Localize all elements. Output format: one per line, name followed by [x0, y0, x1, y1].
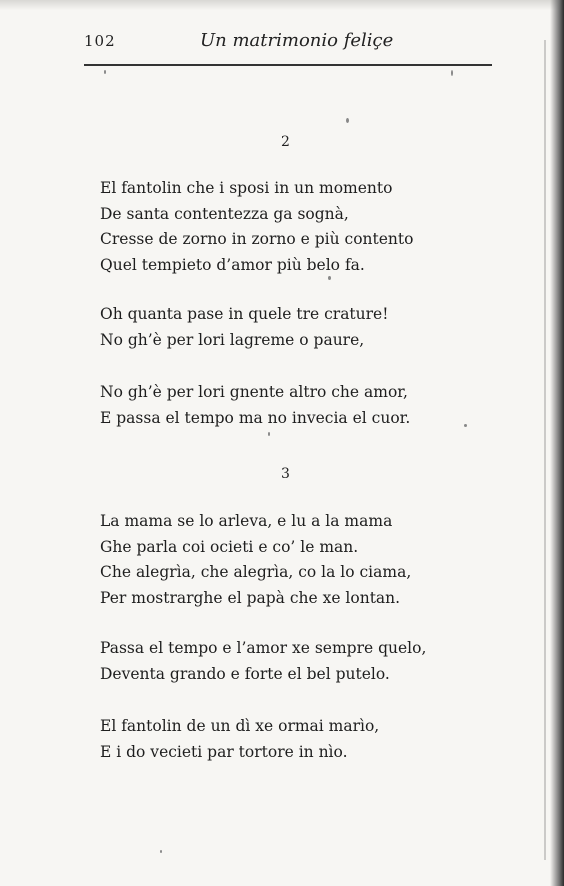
- print-speck: [268, 432, 270, 436]
- stanza: [100, 176, 413, 278]
- verse-line: Ghe parla coi ocieti e co’ le man.: [100, 537, 359, 556]
- stanza: [100, 509, 411, 611]
- stanza: [100, 380, 410, 431]
- print-speck: [104, 70, 106, 74]
- header-rule: [84, 64, 492, 66]
- verse-line: Per mostrarghe el papà che xe lontan.: [100, 588, 401, 607]
- verse-line: Quel tempieto d’amor più belo fa.: [100, 255, 365, 274]
- print-speck: [451, 70, 453, 76]
- running-title: Un matrimonio feliçe: [200, 30, 394, 51]
- verse-line: E passa el tempo ma no invecia el cuor.: [100, 408, 411, 427]
- verse-line: El fantolin de un dì xe ormai marìo,: [100, 717, 380, 735]
- verse-line: Che alegrìa, che alegrìa, co la lo ciama,: [100, 563, 412, 581]
- print-speck: [328, 276, 331, 280]
- print-speck: [160, 850, 162, 853]
- stanza: [100, 636, 426, 687]
- verse-line: Oh quanta pase in quele tre crature!: [100, 305, 389, 323]
- section-number: 3: [281, 466, 290, 482]
- print-speck: [464, 424, 467, 427]
- verse-line: No gh’è per lori lagreme o paure,: [100, 330, 365, 349]
- page-number: 102: [84, 32, 116, 50]
- page-right-shadow: [550, 0, 564, 886]
- verse-line: No gh’è per lori gnente altro che amor,: [100, 383, 408, 401]
- verse-line: E i do vecieti par tortore in nìo.: [100, 742, 348, 761]
- stanza: [100, 302, 388, 353]
- verse-line: Passa el tempo e l’amor xe sempre quelo,: [100, 639, 427, 657]
- verse-line: Cresse de zorno in zorno e più contento: [100, 230, 414, 248]
- section-number: 2: [281, 134, 290, 150]
- page-gutter-line: [544, 40, 546, 860]
- verse-line: La mama se lo arleva, e lu a la mama: [100, 512, 393, 530]
- page-top-shadow: [0, 0, 564, 10]
- verse-line: De santa contentezza ga sognà,: [100, 204, 349, 223]
- verse-line: El fantolin che i sposi in un momento: [100, 179, 393, 197]
- print-speck: [346, 118, 349, 123]
- stanza: [100, 714, 379, 765]
- verse-line: Deventa grando e forte el bel putelo.: [100, 664, 390, 683]
